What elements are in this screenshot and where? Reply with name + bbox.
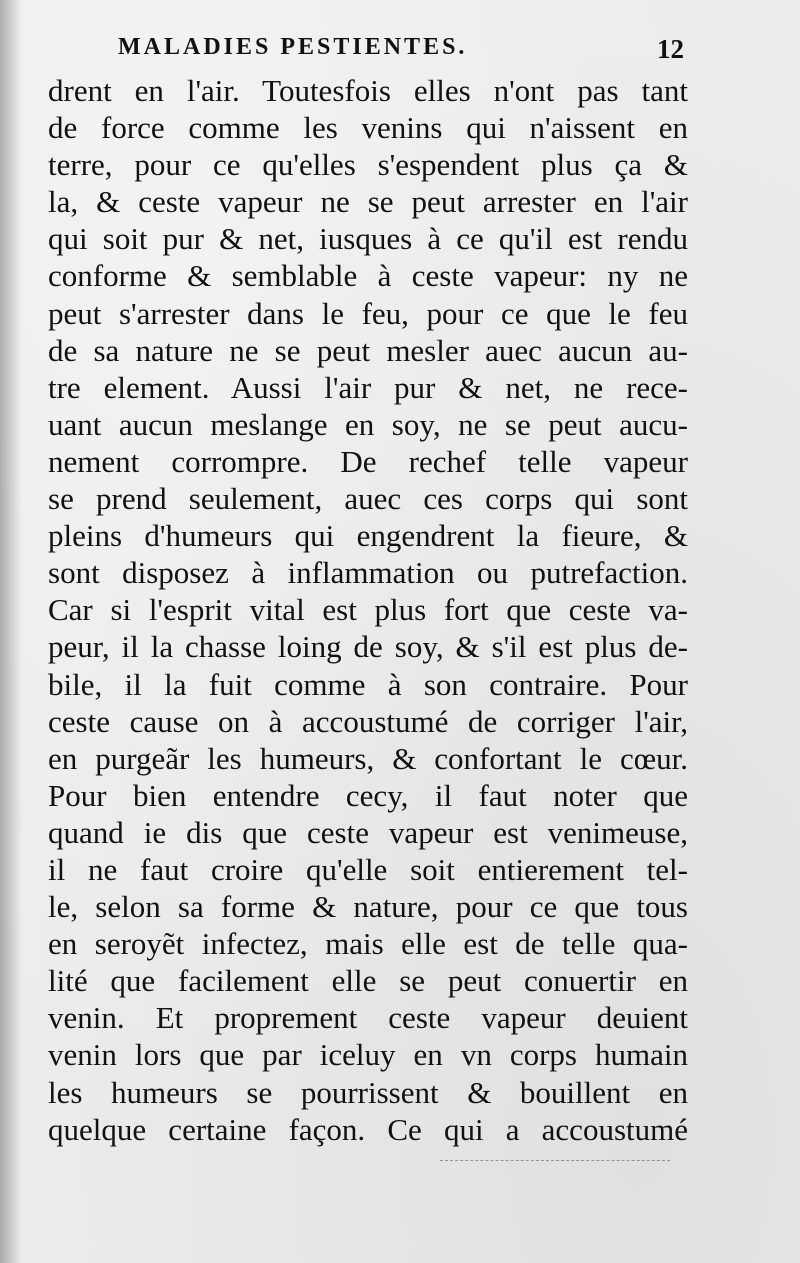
text-line: terre, pour ce qu'elles s'espendent plus ça & — [48, 147, 688, 183]
text-line: qui soit pur & net, iusques à ce qu'il est rendu — [48, 221, 688, 257]
text-line: la, & ceste vapeur ne se peut arrester en l'air — [48, 184, 688, 220]
text-line: tre element. Aussi l'air pur & net, ne rece- — [48, 369, 688, 405]
text-line: ceste cause on à accoustumé de corriger l'air, — [48, 703, 688, 739]
text-line: drent en l'air. Toutesfois elles n'ont pas tant — [48, 73, 688, 108]
text-line: venin lors que par iceluy en vn corps humain — [48, 1037, 688, 1073]
text-line: lité que facilement elle se peut conuertir en — [48, 963, 688, 999]
text-line: nement corrompre. De rechef telle vapeur — [48, 443, 688, 479]
text-line: conforme & semblable à ceste vapeur: ny ne — [48, 258, 688, 294]
text-line: quelque certaine façon. Ce qui a accoustumé — [48, 1111, 688, 1147]
body-text — [48, 72, 688, 1148]
text-line: bile, il la fuit comme à son contraire. Pour — [48, 666, 688, 702]
text-line: sont disposez à inflammation ou putrefaction. — [48, 555, 688, 591]
text-line: pleins d'humeurs qui engendrent la fieure, & — [48, 518, 688, 554]
text-line: quand ie dis que ceste vapeur est venimeuse, — [48, 814, 688, 850]
text-line: de force comme les venins qui n'aissent en — [48, 110, 688, 146]
text-line: en seroyẽt infectez, mais elle est de telle qua- — [48, 926, 688, 962]
text-line: en purgeãr les humeurs, & confortant le cœur. — [48, 740, 688, 776]
text-line: venin. Et proprement ceste vapeur deuient — [48, 1000, 688, 1036]
text-line: Car si l'esprit vital est plus fort que ceste va- — [48, 592, 688, 628]
text-line: le, selon sa forme & nature, pour ce que tous — [48, 889, 688, 925]
running-head-title: MALADIES PESTIENTES. — [118, 34, 468, 60]
text-line: de sa nature ne se peut mesler auec aucun au- — [48, 332, 688, 368]
page-gutter-shadow — [0, 0, 22, 1263]
text-line: les humeurs se pourrissent & bouillent en — [48, 1074, 688, 1110]
text-line: peut s'arrester dans le feu, pour ce que le feu — [48, 295, 688, 331]
text-line: uant aucun meslange en soy, ne se peut aucu- — [48, 406, 688, 442]
text-line: se prend seulement, auec ces corps qui sont — [48, 481, 688, 517]
bottom-rule — [440, 1160, 670, 1161]
text-line: peur, il la chasse loing de soy, & s'il est plus de- — [48, 629, 688, 665]
running-head — [118, 28, 684, 68]
text-line: il ne faut croire qu'elle soit entierement tel- — [48, 851, 688, 887]
text-line: Pour bien entendre cecy, il faut noter que — [48, 777, 688, 813]
page-number: 12 — [657, 34, 684, 64]
